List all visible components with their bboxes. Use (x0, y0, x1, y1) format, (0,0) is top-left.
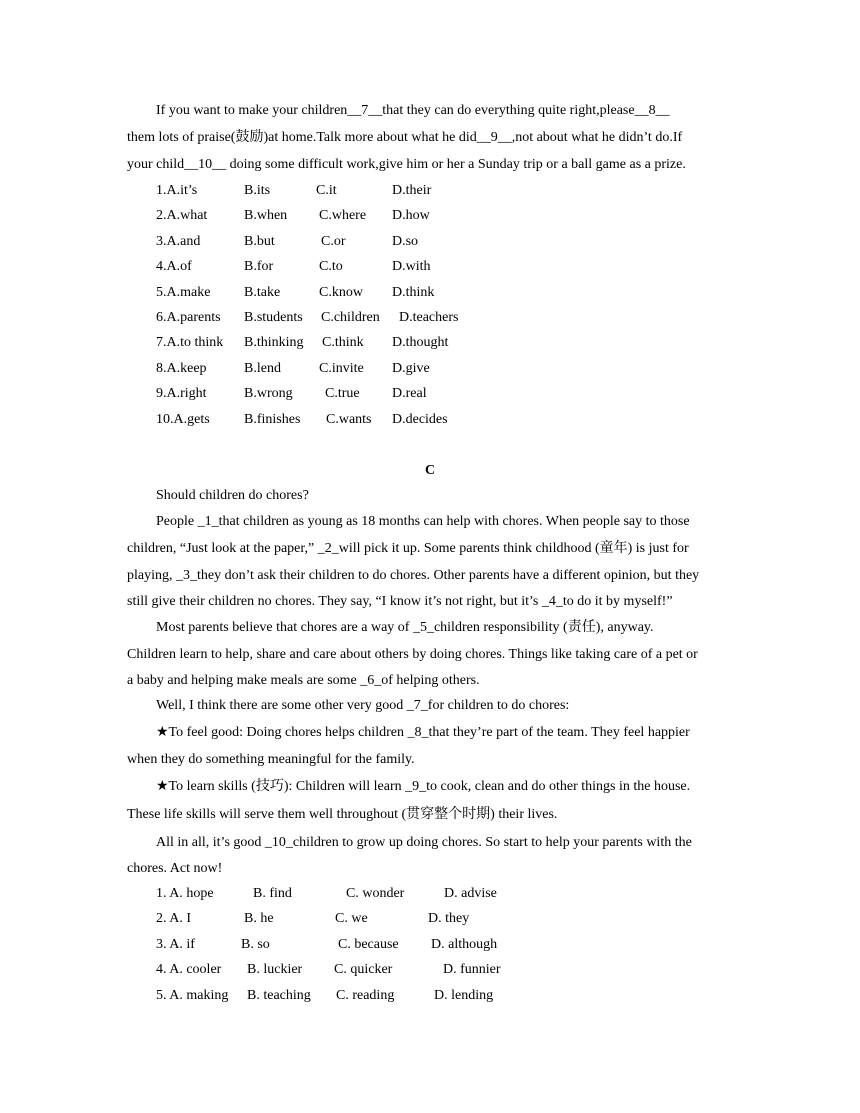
option-c: C. quicker (334, 962, 393, 977)
option-b: B.its (244, 183, 271, 198)
option-c: C.to (319, 259, 343, 274)
option-a: 2.A.what (156, 208, 208, 223)
option-a: 9.A.right (156, 386, 207, 401)
option-b: B.students (244, 310, 303, 325)
passage-c-line-10: when they do something meaningful for the family. (127, 752, 415, 767)
option-c: C.true (325, 386, 360, 401)
option-a: 2. A. I (156, 911, 191, 926)
option-a: 5. A. making (156, 988, 229, 1003)
option-a: 1. A. hope (156, 886, 214, 901)
passage-c-line-13: All in all, it’s good _10_children to grow up doing chores. So start to help your parents with the (156, 835, 692, 850)
option-a: 3.A.and (156, 234, 201, 249)
option-c: C.invite (319, 361, 364, 376)
option-a: 5.A.make (156, 285, 211, 300)
option-c: C.think (322, 335, 364, 350)
option-d: D.give (392, 361, 430, 376)
option-a: 3. A. if (156, 937, 195, 952)
option-a: 8.A.keep (156, 361, 207, 376)
passage-b-line-3: your child__10__ doing some difficult work,give him or her a Sunday trip or a ball game as a prize. (127, 157, 686, 172)
passage-c-line-8: Well, I think there are some other very good _7_for children to do chores: (156, 698, 570, 713)
option-b: B. he (244, 911, 274, 926)
passage-c-line-6: Children learn to help, share and care about others by doing chores. Things like taking care of a pet or (127, 647, 698, 662)
option-d: D.decides (392, 412, 448, 427)
option-b: B. so (241, 937, 270, 952)
option-a: 10.A.gets (156, 412, 210, 427)
option-b: B. find (253, 886, 292, 901)
passage-b-line-1: If you want to make your children__7__that they can do everything quite right,please__8__ (156, 103, 670, 118)
option-c: C.where (319, 208, 367, 223)
option-d: D.how (392, 208, 430, 223)
option-b: B.but (244, 234, 275, 249)
option-c: C. reading (336, 988, 395, 1003)
option-c: C. because (338, 937, 399, 952)
option-b: B. teaching (247, 988, 311, 1003)
passage-title: Should children do chores? (156, 488, 309, 503)
passage-c-line-11: ★To learn skills (技巧): Children will learn _9_to cook, clean and do other things in the house. (156, 779, 691, 794)
option-c: C.it (316, 183, 337, 198)
option-d: D.their (392, 183, 432, 198)
option-a: 4.A.of (156, 259, 192, 274)
passage-c-line-12: These life skills will serve them well throughout (贯穿整个时期) their lives. (127, 807, 558, 822)
option-d: D.teachers (399, 310, 459, 325)
passage-c-line-7: a baby and helping make meals are some _6_of helping others. (127, 673, 480, 688)
option-d: D. funnier (443, 962, 501, 977)
option-b: B.for (244, 259, 274, 274)
option-d: D.with (392, 259, 431, 274)
option-d: D.thought (392, 335, 449, 350)
passage-c-line-4: still give their children no chores. They say, “I know it’s not right, but it’s _4_to do it by myself!” (127, 594, 673, 609)
option-d: D. advise (444, 886, 497, 901)
option-c: C.or (321, 234, 346, 249)
passage-c-line-5: Most parents believe that chores are a way of _5_children responsibility (责任), anyway. (156, 620, 654, 635)
section-heading: C (424, 463, 436, 478)
option-c: C.wants (326, 412, 372, 427)
option-d: D.think (392, 285, 435, 300)
option-a: 4. A. cooler (156, 962, 222, 977)
option-d: D.so (392, 234, 419, 249)
option-b: B.lend (244, 361, 281, 376)
option-c: C. we (335, 911, 368, 926)
passage-b-line-2: them lots of praise(鼓励)at home.Talk more about what he did__9__,not about what he didn’t do.If (127, 130, 683, 145)
option-c: C.know (319, 285, 363, 300)
option-c: C. wonder (346, 886, 405, 901)
option-d: D. they (428, 911, 470, 926)
option-d: D.real (392, 386, 427, 401)
option-b: B.thinking (244, 335, 304, 350)
option-b: B.take (244, 285, 281, 300)
option-d: D. although (431, 937, 498, 952)
passage-c-line-14: chores. Act now! (127, 861, 223, 876)
passage-c-line-2: children, “Just look at the paper,” _2_will pick it up. Some parents think childhood (童年) is just for (127, 541, 689, 556)
option-b: B. luckier (247, 962, 303, 977)
passage-c-line-3: playing, _3_they don’t ask their children to do chores. Other parents have a different opinion, but they (127, 568, 700, 583)
passage-c-line-1: People _1_that children as young as 18 months can help with chores. When people say to those (156, 514, 690, 529)
passage-c-line-9: ★To feel good: Doing chores helps children _8_that they’re part of the team. They feel happier (156, 725, 690, 740)
option-b: B.finishes (244, 412, 301, 427)
option-a: 6.A.parents (156, 310, 221, 325)
option-d: D. lending (434, 988, 494, 1003)
option-a: 1.A.it’s (156, 183, 198, 198)
option-c: C.children (321, 310, 380, 325)
option-b: B.wrong (244, 386, 293, 401)
option-b: B.when (244, 208, 288, 223)
option-a: 7.A.to think (156, 335, 224, 350)
